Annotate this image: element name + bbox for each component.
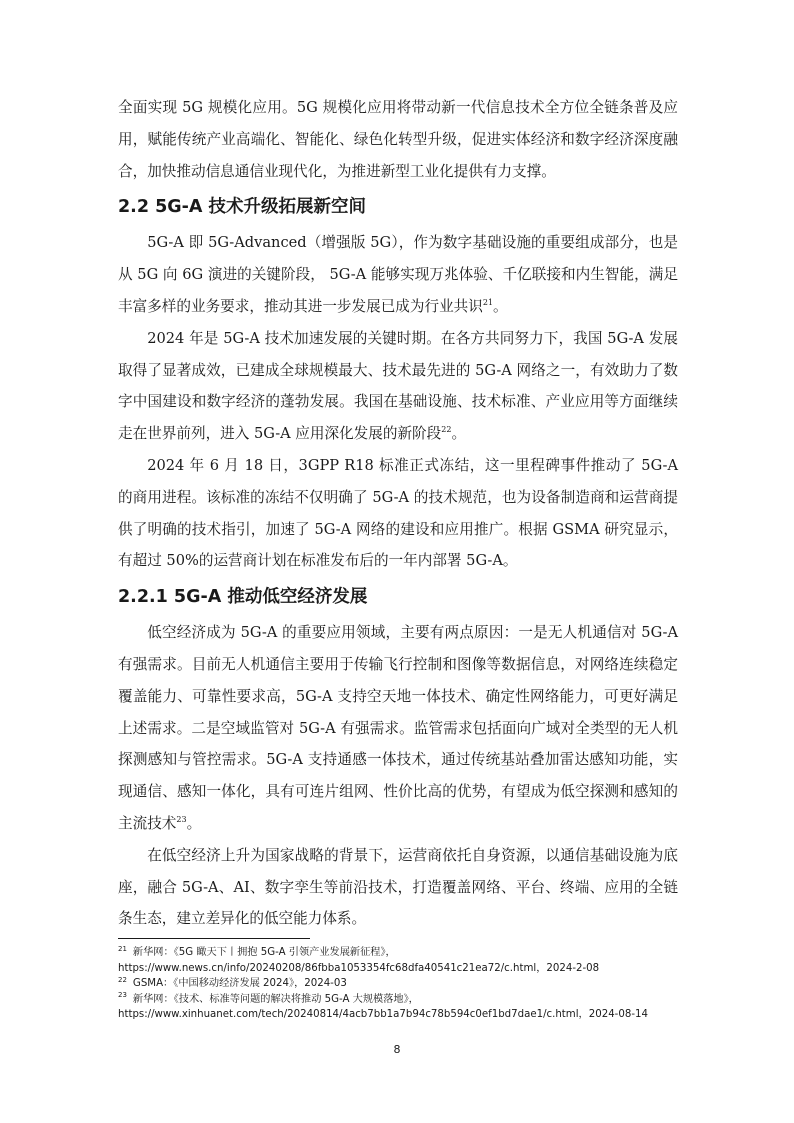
footnote-divider <box>118 938 310 939</box>
page-body <box>118 92 678 935</box>
paragraph-operator-strategy: 在低空经济上升为国家战略的背景下，运营商依托自身资源，以通信基础设施为底座，融合 5G-A、AI、数字孪生等前沿技术，打造覆盖网络、平台、终端、应用的全链条生态，建立差异化的低空能力体系。 <box>118 846 678 928</box>
intro-paragraph: 全面实现 5G 规模化应用。5G 规模化应用将带动新一代信息技术全方位全链条普及应用，赋能传统产业高端化、智能化、绿色化转型升级，促进实体经济和数字经济深度融合，加快推动信息通信业现代化，为推进新型工业化提供有力支撑。 <box>118 99 678 180</box>
footnote-21-link[interactable]: https://www.news.cn/info/20240208/86fbba1053354fc68dfa40541c21ea72/c.html，2024-2-08 <box>118 962 600 974</box>
footnote-ref-23[interactable]: 23 <box>176 815 187 825</box>
footnote-21: $^{21}$ 新华网：《5G 瞰天下丨拥抱 5G-A 引领产业发展新征程》， <box>118 944 396 958</box>
paragraph-r18-freeze: 2024 年 6 月 18 日，3GPP R18 标准正式冻结，这一里程碑事件推动了 5G-A 的商用进程。该标准的冻结不仅明确了 5G-A 的技术规范，也为设备制造商和运营商提供了明确的技术指引，加速了 5G-A 网络的建设和应用推广。根据 GSMA 研究显示，有超过 50%的运营商计划在标准发布后的一年内部署 5G-A。 <box>118 456 678 570</box>
footnote-22: $^{22}$ GSMA：《中国移动经济发展 2024》，2024-03 <box>118 975 347 990</box>
footnotes <box>118 938 678 1023</box>
footnote-23-link[interactable]: https://www.xinhuanet.com/tech/20240814/4acb7bb1a7b94c78b594c0ef1bd7dae1/c.html，2024-08-14 <box>118 1009 648 1021</box>
page-number: 8 <box>393 1043 401 1056</box>
paragraph-5g-a-definition: 5G-A 即 5G-Advanced（增强版 5G），作为数字基础设施的重要组成部分，也是从 5G 向 6G 演进的关键阶段， 5G-A 能够实现万兆体验、千亿联接和内生智能，满足丰富多样的业务要求，推动其进一步发展已成为行业共识$^{21}$。 <box>118 234 678 315</box>
paragraph-2024-key-period: 2024 年是 5G-A 技术加速发展的关键时期。在各方共同努力下，我国 5G-A 发展取得了显著成效，已建成全球规模最大、技术最先进的 5G-A 网络之一，有效助力了数字中国建设和数字经济的蓬勃发展。我国在基础设施、技术标准、产业应用等方面继续走在世界前列，进入 5G-A 应用深化发展的新阶段$^{22}$。 <box>118 329 678 443</box>
section-heading-2-2-1: 2.2.1 5G-A 推动低空经济发展 <box>118 587 368 608</box>
section-heading-2-2: 2.2 5G-A 技术升级拓展新空间 <box>118 197 367 218</box>
paragraph-low-altitude-reasons: 低空经济成为 5G-A 的重要应用领域，主要有两点原因：一是无人机通信对 5G-A 有强需求。目前无人机通信主要用于传输飞行控制和图像等数据信息，对网络连续稳定覆盖能力、可靠性要求高，5G-A 支持空天地一体技术、确定性网络能力，可更好满足上述需求。二是空域监管对 5G-A 有强需求。监管需求包括面向广域对全类型的无人机探测感知与管控需求。5G-A 支持通感一体技术，通过传统基站叠加雷达感知功能，实现通信、感知一体化，具有可连片组网、性价比高的优势，有望成为低空探测和感知的主流技术$^{23}$。 <box>118 624 678 832</box>
footnote-ref-22[interactable]: 22 <box>441 425 452 435</box>
footnote-23: $^{23}$ 新华网：《技术、标准等问题的解决将推动 5G-A 大规模落地》， <box>118 991 419 1005</box>
footnote-ref-21[interactable]: 21 <box>482 298 494 308</box>
